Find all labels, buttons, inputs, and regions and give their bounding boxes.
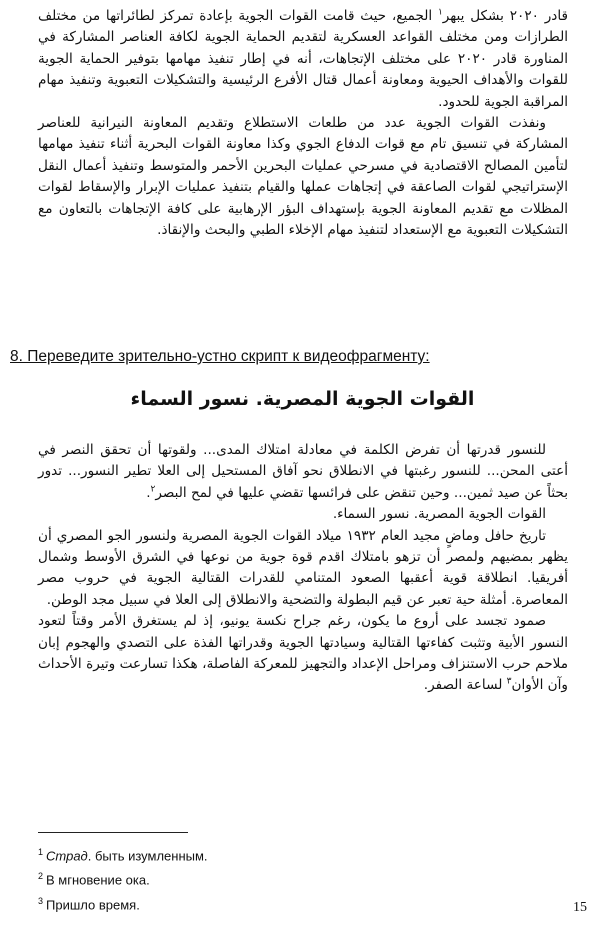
- footnote-number: 2: [38, 871, 44, 882]
- footnote-list: [38, 842, 208, 915]
- footnote-ref-1: ١: [437, 7, 443, 18]
- footnote-text: Пришло время.: [46, 896, 140, 912]
- text-run: قادر ٢٠٢٠ بشكل يبهر: [442, 8, 568, 24]
- text-run: صمود تجسد على أروع ما يكون، رغم جراح نكسة يونيو، إذ لم يستغرق الأمر وقتاً لتعود النسور الأبية وتثبت كفاءتها القتالية وسيادتها الجوية وقدراتها الفذة على التصدي والهجوم إبان ملاحم حرب الاستنزاف ومراحل الإعداد والتجهيز للمعركة الفاصلة، هكذا تسارعت وتيرة الأحداث وآن الأوان: [38, 613, 568, 694]
- footnote-number: 3: [38, 895, 44, 906]
- footnote-divider: [38, 832, 188, 833]
- bottom-paragraph-1: [38, 440, 568, 504]
- text-run: الجميع، حيث قامت القوات الجوية بإعادة تمركز لطائراتها من مختلف الطرازات ومن مختلف القواعد العسكرية لتقديم الحماية الجوية لكافة العناصر المشاركة في المناورة قادر ٢٠٢٠ على مختلف الإتجاهات، أنه في إطار تنفيذ مهامها بتوفير الحماية الجوية للقوات والأهداف الحيوية ومعاونة أعمال قتال الأفرع الرئيسية والتشكيلات التعبوية وتنفيذ مهام المراقبة الجوية للحدود.: [38, 8, 568, 110]
- footnote-3: [38, 891, 208, 915]
- text-run: للنسور قدرتها أن تفرض الكلمة في معادلة امتلاك المدى... ولقوتها أن تحقق النصر في أعتى المحن... للنسور رغبتها في الانطلاق نحو آفاق المستحيل إلى العلا تطير النسور... تدور بحثاً عن صيد ثمين... وحين تنقض على فرائسها تقضي عليها في لمح البصر: [38, 442, 568, 501]
- bottom-paragraph-4: [38, 611, 568, 697]
- footnote-text: . быть изумленным.: [87, 848, 208, 864]
- footnote-term: Страд: [46, 848, 88, 864]
- bottom-paragraph-3: تاريخ حافل وماضٍ مجيد العام ١٩٣٢ ميلاد القوات الجوية المصرية ولنسور الجو المصري أن يظهر بمضيهم ولمصر أن تزهو بامتلاك اقدم قوة جوية من نوعها في الشرق الأوسط وشمال أفريقيا. انطلاقة قوية أعقبها الصعود المتنامي للقدرات القتالية الجوية في حروب مصر المعاصرة. أمثلة حية تعبر عن قيم البطولة والتضحية والانطلاق إلى العلا في سبيل مجد الوطن.: [38, 527, 568, 608]
- top-paragraph-2: ونفذت القوات الجوية عدد من طلعات الاستطلاع وتقديم المعاونة النيرانية للعناصر المشاركة في تنسيق تام مع قوات الدفاع الجوي وكذا معاونة القوات البحرية أثناء تنفيذ مهامها لتأمين المصالح الاقتصادية في مسرحي عمليات البحرين الأحمر والمتوسط وتنفيذ أعمال النقل الإستراتيجي لقوات الصاعقة في إتجاهات عملها والقيام بتنفيذ عمليات الإبرار والإسقاط لقوات المظلات مع تقديم المعاونة الجوية بإستهداف البؤر الإرهابية على كافة الإتجاهات بالتعاون مع التشكيلات التعبوية مع الإستعداد لتنفيذ مهام الإخلاء الطبي والبحث والإنقاذ.: [38, 115, 568, 239]
- page-number: 15: [573, 900, 587, 915]
- arabic-text-bottom: [38, 440, 568, 697]
- bottom-paragraph-2: القوات الجوية المصرية. نسور السماء.: [332, 506, 546, 523]
- footnote-number: 1: [38, 847, 44, 857]
- footnote-ref-2: ٢: [150, 484, 156, 495]
- text-run: .: [146, 484, 151, 501]
- video-title: القوات الجوية المصرية. نسور السماء: [130, 388, 475, 410]
- footnote-1: [38, 842, 208, 866]
- top-paragraph-1: [38, 6, 568, 113]
- task-heading: 8. Переведите зрительно-устно скрипт к видеофрагменту:: [10, 348, 430, 365]
- footnote-text: В мгновение ока.: [46, 872, 150, 888]
- text-run: لساعة الصفر.: [423, 677, 507, 694]
- footnote-2: [38, 866, 208, 890]
- arabic-text-top: [38, 6, 568, 241]
- footnote-ref-3: ٣: [506, 676, 512, 687]
